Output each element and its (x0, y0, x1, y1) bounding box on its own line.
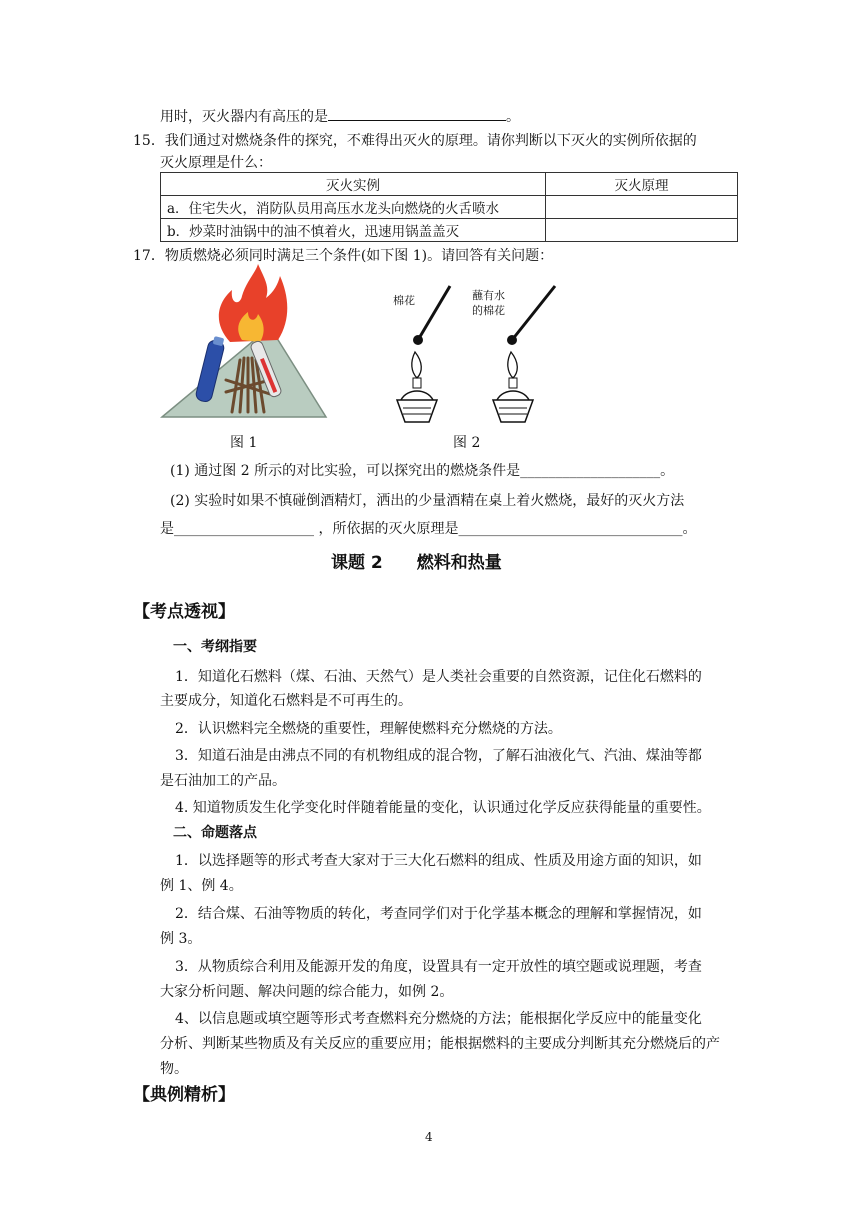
list-item: 1．知道化石燃料（煤、石油、天然气）是人类社会重要的自然资源，记住化石燃料的 (175, 669, 702, 685)
fig1-caption: 图 1 (230, 435, 258, 451)
part1-title: 一、考纲指要 (173, 639, 257, 655)
answer-cell[interactable] (546, 219, 738, 242)
list-item: 例 3。 (160, 931, 202, 947)
fig2-label-cotton: 棉花 (393, 294, 415, 307)
list-item: 3．从物质综合利用及能源开发的角度，设置具有一定开放性的填空题或说理题，考查 (175, 959, 702, 975)
q15-line2: 灭火原理是什么： (160, 155, 272, 171)
q17-sub2-line2: 是____________________ ，所依据的灭火原理是________________________________。 (160, 521, 697, 537)
q17-sub2-line1: (2) 实验时如果不慎碰倒酒精灯，洒出的少量酒精在桌上着火燃烧，最好的灭火方法 (170, 493, 685, 509)
list-item: 大家分析问题、解决问题的综合能力，如例 2。 (160, 984, 454, 1000)
list-item: 1．以选择题等的形式考查大家对于三大化石燃料的组成、性质及用途方面的知识，如 (175, 853, 702, 869)
fig2-caption: 图 2 (453, 435, 481, 451)
fig2-label-wet-cotton-1: 蘸有水 (472, 289, 505, 302)
q14-tail-end: 。 (506, 109, 520, 125)
list-item: 主要成分，知道化石燃料是不可再生的。 (160, 693, 412, 709)
q14-tail-text: 用时，灭火器内有高压的是 (160, 109, 328, 125)
fig2-label-wet-cotton-2: 的棉花 (472, 304, 505, 317)
list-item: 例 1、例 4。 (160, 878, 243, 894)
q17-sub1: (1) 通过图 2 所示的对比实验，可以探究出的燃烧条件是____________________。 (170, 463, 675, 479)
section-heading: 【典例精析】 (133, 1085, 235, 1105)
list-item: 2．认识燃料完全燃烧的重要性，理解使燃料充分燃烧的方法。 (175, 721, 562, 737)
lesson-title: 课题 2 燃料和热量 (331, 553, 502, 573)
table-header: 灭火实例 (161, 173, 546, 196)
page-number: 4 (425, 1130, 433, 1144)
table-header: 灭火原理 (546, 173, 738, 196)
list-item: 是石油加工的产品。 (160, 773, 286, 789)
list-item: 4. 知道物质发生化学变化时伴随着能量的变化，认识通过化学反应获得能量的重要性。 (175, 800, 711, 816)
list-item: 分析、判断某些物质及有关反应的重要应用；能根据燃料的主要成分判断其充分燃烧后的产 (160, 1036, 720, 1052)
fire-table (160, 172, 738, 242)
answer-cell[interactable] (546, 196, 738, 219)
list-item: 4、以信息题或填空题等形式考查燃料充分燃烧的方法；能根据化学反应中的能量变化 (175, 1011, 702, 1027)
answer-blank[interactable] (328, 106, 506, 121)
q14-tail (160, 106, 520, 126)
list-item: 3．知道石油是由沸点不同的有机物组成的混合物，了解石油液化气、汽油、煤油等都 (175, 748, 702, 764)
part2-title: 二、命题落点 (173, 825, 257, 841)
list-item: 物。 (160, 1061, 188, 1077)
section-heading: 【考点透视】 (133, 602, 235, 622)
table-cell: b．炒菜时油锅中的油不慎着火，迅速用锅盖盖灭 (161, 219, 546, 242)
fire-triangle-figure (160, 262, 330, 424)
q17-intro: 17．物质燃烧必须同时满足三个条件(如下图 1)。请回答有关问题： (133, 248, 554, 264)
list-item: 2．结合煤、石油等物质的转化，考查同学们对于化学基本概念的理解和掌握情况，如 (175, 906, 702, 922)
q15-line1: 15．我们通过对燃烧条件的探究，不难得出灭火的原理。请你判断以下灭火的实例所依据的 (133, 133, 697, 149)
table-cell: a．住宅失火，消防队员用高压水龙头向燃烧的火舌喷水 (161, 196, 546, 219)
